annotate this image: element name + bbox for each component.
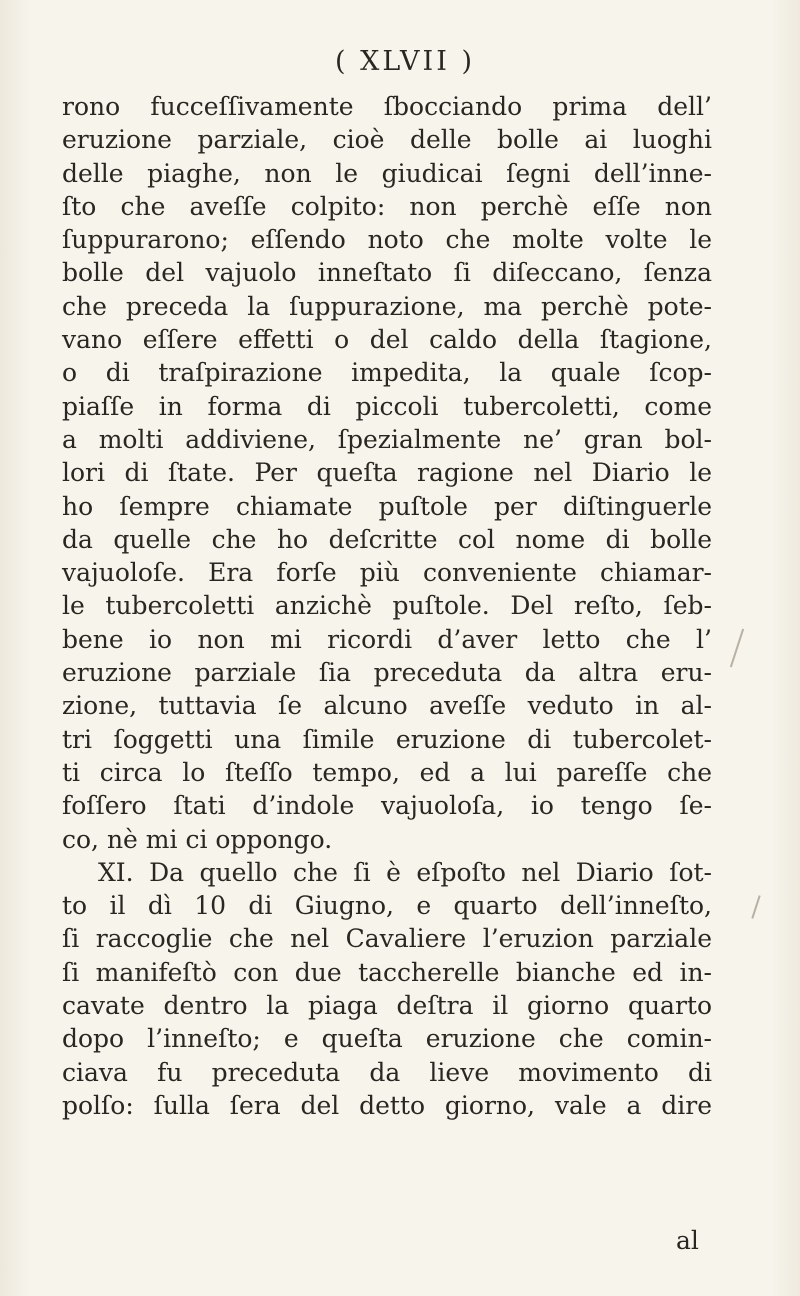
text-line: che preceda la ſuppurazione, ma perchè pote-	[62, 291, 712, 321]
text-line: ſto che aveſſe colpito: non perchè eſſe non	[62, 191, 712, 221]
text-line: rono fucceſſivamente ſbocciando prima dell’	[62, 92, 712, 121]
text-line: da quelle che ho deſcritte col nome di bolle	[62, 524, 712, 554]
text-line: tri ſoggetti una ſimile eruzione di tubercolet-	[62, 724, 712, 754]
text-line: ho ſempre chiamate puſtole per diſtinguerle	[62, 491, 712, 521]
text-line: to il dì 10 di Giugno, e quarto dell’inneſto,	[62, 891, 712, 921]
text-line: zione, tuttavia ſe alcuno aveſſe veduto in al-	[62, 691, 712, 721]
text-line: ſi manifeſtò con due taccherelle bianche ed in-	[62, 957, 712, 987]
text-line: lori di ſtate. Per queſta ragione nel Diario le	[62, 458, 712, 488]
text-line: o di traſpirazione impedita, la quale ſcop-	[62, 358, 712, 388]
text-line: eruzione parziale ſia preceduta da altra eru-	[62, 658, 712, 688]
text-line: vano eſſere effetti o del caldo della ſtagione,	[62, 325, 712, 355]
page-header: ( XLVII )	[334, 46, 475, 77]
text-line: vajuoloſe. Era forſe più conveniente chiamar-	[62, 558, 712, 588]
text-line: eruzione parziale, cioè delle bolle ai luoghi	[62, 125, 712, 155]
text-block	[62, 90, 712, 1122]
text-line: bolle del vajuolo inneſtato ſi diſeccano, ſenza	[62, 258, 712, 288]
text-line: ſuppurarono; eſſendo noto che molte volte le	[62, 225, 712, 255]
margin-mark	[751, 895, 760, 918]
text-line: ciava fu preceduta da lieve movimento di	[62, 1057, 712, 1087]
text-line: co, nè mi ci oppongo.	[62, 824, 333, 854]
text-line: piaſſe in forma di piccoli tubercoletti, come	[62, 391, 712, 421]
text-line: ti circa lo ſteſſo tempo, ed a lui pareſſe che	[62, 757, 712, 787]
margin-mark	[730, 629, 744, 668]
text-line: delle piaghe, non le giudicai ſegni dell’inne-	[62, 158, 712, 188]
text-line: dopo l’inneſto; e queſta eruzione che comin-	[62, 1024, 712, 1054]
text-line: foſſero ſtati d’indole vajuoloſa, io tengo ſe-	[62, 791, 712, 821]
text-line: a molti addiviene, ſpezialmente ne’ gran bol-	[62, 424, 712, 454]
text-line: cavate dentro la piaga deſtra il giorno quarto	[62, 991, 712, 1021]
text-line: le tubercoletti anzichè puſtole. Del reſto, ſeb-	[62, 591, 712, 621]
text-line: polſo: ſulla ſera del detto giorno, vale a dire	[62, 1090, 712, 1120]
text-line: bene io non mi ricordi d’aver letto che l’	[62, 624, 712, 654]
text-line: XI. Da quello che ſi è eſpoſto nel Diario ſot-	[98, 857, 712, 887]
text-line: ſi raccoglie che nel Cavaliere l’eruzion parziale	[62, 924, 712, 954]
catchword: al	[676, 1226, 699, 1255]
